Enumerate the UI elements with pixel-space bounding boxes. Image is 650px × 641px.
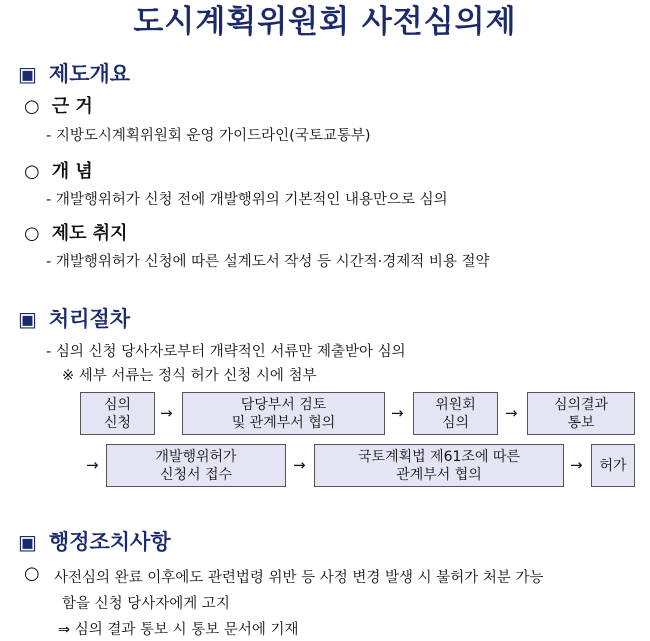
flow-step-line: 신청서 접수 (159, 466, 233, 483)
flow-step-line: 위원회 (435, 396, 476, 413)
right-arrow-icon: → (391, 404, 404, 422)
section-procedure-heading (18, 303, 130, 333)
flow-step-permit (591, 444, 635, 487)
flow-step-review (182, 392, 385, 435)
right-arrow-icon: → (570, 456, 583, 474)
flow-step-consult (314, 444, 564, 487)
page-title: 도시계획위원회 사전심의제 (133, 4, 517, 40)
square-bullet-icon: ▣ (18, 62, 37, 86)
item-purpose-title: 제도 취지 (51, 223, 128, 244)
item-concept-text: - 개발행위허가 신청 전에 개발행위의 기본적인 내용만으로 심의 (46, 192, 448, 208)
section-admin-title: 행정조치사항 (48, 530, 171, 554)
flow-step-line: 개발행위허가 (155, 448, 237, 465)
square-bullet-icon: ▣ (18, 307, 37, 331)
flow-step-line: 국토계획법 제61조에 따른 (358, 448, 520, 465)
circle-bullet-icon: ○ (24, 161, 40, 182)
right-arrow-icon: → (86, 456, 99, 474)
flow-step-line: 및 관계부서 협의 (231, 414, 336, 431)
flow-step-apply (80, 392, 155, 435)
flow-step-line: 관계부서 협의 (396, 466, 482, 483)
admin-text-line1: 사전심의 완료 이후에도 관련법령 위반 등 사정 변경 발생 시 불허가 처분 가능 (54, 570, 544, 586)
flow-step-line: 허가 (599, 457, 627, 474)
item-concept-heading (24, 157, 93, 183)
procedure-text: - 심의 신청 당사자로부터 개략적인 서류만 제출받아 심의 (46, 344, 406, 360)
square-bullet-icon: ▣ (18, 530, 37, 554)
flow-step-line: 통보 (567, 414, 595, 431)
right-arrow-icon: → (293, 456, 306, 474)
flow-step-receipt (106, 444, 286, 487)
item-concept-title: 개 념 (51, 161, 93, 182)
circle-bullet-icon: ○ (24, 563, 40, 584)
section-admin-heading (18, 526, 171, 556)
right-arrow-icon: → (505, 404, 518, 422)
flow-step-line: 심의 (103, 396, 132, 413)
admin-text-line3: ⇒ 심의 결과 통보 시 통보 문서에 기재 (58, 622, 299, 638)
flow-step-line: 신청 (103, 414, 132, 431)
right-arrow-icon: → (160, 404, 173, 422)
item-purpose-text: - 개발행위허가 신청에 따른 설계도서 작성 등 시간적·경제적 비용 절약 (46, 254, 490, 270)
flow-step-line: 담당부서 검토 (240, 396, 327, 413)
flow-step-line: 심의결과 (553, 396, 609, 413)
section-overview-heading (18, 58, 130, 88)
circle-bullet-icon: ○ (24, 223, 40, 244)
admin-text-line2: 함을 신청 당사자에게 고지 (62, 596, 230, 612)
section-overview-title: 제도개요 (48, 62, 131, 86)
procedure-note: ※ 세부 서류는 정식 허가 신청 시에 첨부 (62, 368, 317, 384)
flow-step-line: 심의 (441, 414, 470, 431)
section-procedure-title: 처리절차 (48, 307, 131, 331)
item-purpose-heading (24, 219, 128, 245)
item-basis-heading (24, 92, 93, 118)
flow-step-notify (527, 392, 635, 435)
flow-step-committee (413, 392, 498, 435)
item-basis-text: - 지방도시계획위원회 운영 가이드라인(국토교통부) (46, 128, 371, 144)
circle-bullet-icon: ○ (24, 96, 40, 117)
item-basis-title: 근 거 (51, 96, 93, 117)
